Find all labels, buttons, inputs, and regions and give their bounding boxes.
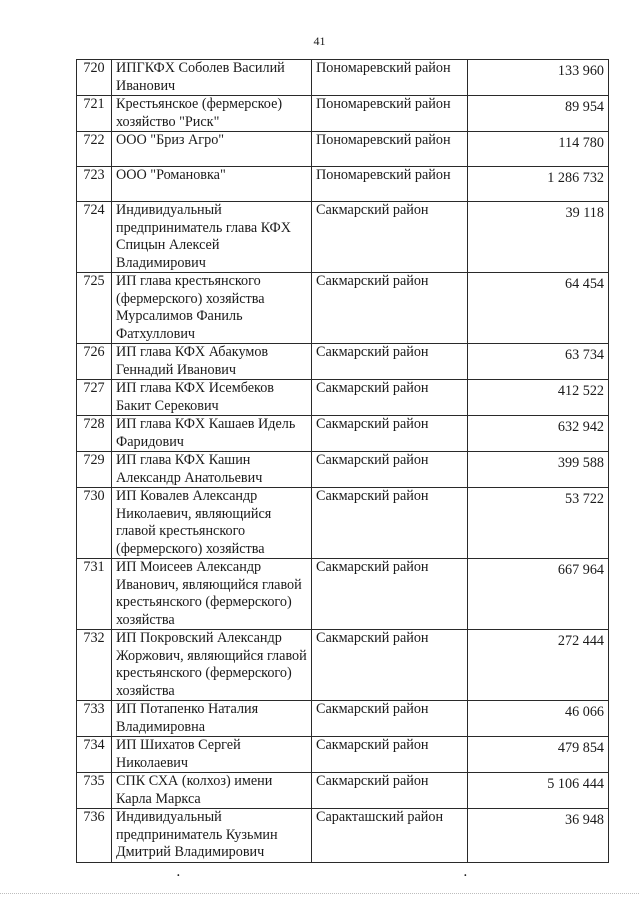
organization-name-cell: ИПГКФХ Соболев Василий Иванович: [112, 60, 312, 96]
district-cell: Сакмарский район: [312, 630, 468, 701]
row-number-cell: 722: [77, 132, 112, 167]
row-number-cell: 720: [77, 60, 112, 96]
district-cell: Сакмарский район: [312, 559, 468, 630]
district-cell: Сакмарский район: [312, 701, 468, 737]
table-row: [77, 60, 609, 96]
organization-name-cell: Индивидуальный предприниматель глава КФХ Спицын Алексей Владимирович: [112, 202, 312, 273]
district-cell: Пономаревский район: [312, 167, 468, 202]
amount-cell: [468, 60, 609, 96]
row-number-cell: 731: [77, 559, 112, 630]
page-number: 41: [313, 34, 326, 48]
amount-cell: [468, 380, 609, 416]
organization-name-cell: ИП Моисеев Александр Иванович, являющийся главой крестьянского (фермерского) хозяйства: [112, 559, 312, 630]
amount-cell: [468, 488, 609, 559]
amount-cell: [468, 452, 609, 488]
amount-cell: [468, 809, 609, 863]
amount-cell: [468, 132, 609, 167]
amount-value: 1 286 732: [547, 170, 604, 186]
amount-value: 412 522: [557, 383, 604, 399]
row-number-cell: 736: [77, 809, 112, 863]
organization-name-cell: Крестьянское (фермерское) хозяйство "Риск": [112, 96, 312, 132]
amount-cell: [468, 416, 609, 452]
amount-cell: [468, 344, 609, 380]
amount-cell: [468, 202, 609, 273]
amount-value: 133 960: [557, 63, 604, 79]
table-row: [77, 96, 609, 132]
organization-name-cell: ООО "Бриз Агро": [112, 132, 312, 167]
table-row: [77, 167, 609, 202]
row-number-cell: 732: [77, 630, 112, 701]
table-row: [77, 416, 609, 452]
organization-name-cell: Индивидуальный предприниматель Кузьмин Дмитрий Владимирович: [112, 809, 312, 863]
row-number-cell: 727: [77, 380, 112, 416]
row-number-cell: 729: [77, 452, 112, 488]
scan-speck: ․: [463, 865, 468, 880]
district-cell: Пономаревский район: [312, 96, 468, 132]
row-number-cell: 733: [77, 701, 112, 737]
table-row: [77, 452, 609, 488]
table-row: [77, 488, 609, 559]
amount-cell: [468, 273, 609, 344]
table-row: [77, 630, 609, 701]
district-cell: Сакмарский район: [312, 416, 468, 452]
amount-value: 5 106 444: [547, 776, 604, 792]
district-cell: Сакмарский район: [312, 773, 468, 809]
row-number-cell: 728: [77, 416, 112, 452]
table-row: [77, 380, 609, 416]
amount-value: 63 734: [564, 347, 604, 363]
district-cell: Саракташский район: [312, 809, 468, 863]
row-number-cell: 726: [77, 344, 112, 380]
row-number-cell: 721: [77, 96, 112, 132]
row-number-cell: 734: [77, 737, 112, 773]
table-row: [77, 737, 609, 773]
row-number-cell: 723: [77, 167, 112, 202]
district-cell: Сакмарский район: [312, 452, 468, 488]
table-row: [77, 701, 609, 737]
amount-value: 114 780: [558, 135, 604, 151]
organization-name-cell: ИП глава КФХ Кашин Александр Анатольевич: [112, 452, 312, 488]
district-cell: Сакмарский район: [312, 273, 468, 344]
amount-value: 479 854: [557, 740, 604, 756]
organization-name-cell: ИП Ковалев Александр Николаевич, являющийся главой крестьянского (фермерского) хозяйства: [112, 488, 312, 559]
district-cell: Сакмарский район: [312, 344, 468, 380]
row-number-cell: 735: [77, 773, 112, 809]
page-bottom-edge: [0, 893, 639, 894]
amount-value: 632 942: [557, 419, 604, 435]
amount-cell: [468, 559, 609, 630]
table-row: [77, 773, 609, 809]
amount-cell: [468, 167, 609, 202]
table-row: [77, 202, 609, 273]
amount-value: 46 066: [564, 704, 604, 720]
row-number-cell: 725: [77, 273, 112, 344]
district-cell: Сакмарский район: [312, 380, 468, 416]
table-row: [77, 559, 609, 630]
amount-cell: [468, 773, 609, 809]
amount-cell: [468, 96, 609, 132]
row-number-cell: 724: [77, 202, 112, 273]
amount-value: 667 964: [557, 562, 604, 578]
district-cell: Сакмарский район: [312, 202, 468, 273]
amount-value: 89 954: [564, 99, 604, 115]
amount-value: 36 948: [564, 812, 604, 828]
organization-name-cell: ИП глава КФХ Кашаев Идель Фаридович: [112, 416, 312, 452]
table-row: [77, 132, 609, 167]
amount-cell: [468, 701, 609, 737]
table-row: [77, 273, 609, 344]
organization-name-cell: ИП глава КФХ Исембеков Бакит Серекович: [112, 380, 312, 416]
amount-value: 64 454: [564, 276, 604, 292]
organization-name-cell: СПК СХА (колхоз) имени Карла Маркса: [112, 773, 312, 809]
amount-value: 272 444: [557, 633, 604, 649]
organization-name-cell: ИП Шихатов Сергей Николаевич: [112, 737, 312, 773]
district-cell: Пономаревский район: [312, 60, 468, 96]
table-row: [77, 344, 609, 380]
district-cell: Сакмарский район: [312, 737, 468, 773]
registry-table: [76, 59, 609, 863]
district-cell: Сакмарский район: [312, 488, 468, 559]
organization-name-cell: ИП глава крестьянского (фермерского) хозяйства Мурсалимов Фаниль Фатхуллович: [112, 273, 312, 344]
row-number-cell: 730: [77, 488, 112, 559]
organization-name-cell: ООО "Романовка": [112, 167, 312, 202]
table-row: [77, 809, 609, 863]
organization-name-cell: ИП глава КФХ Абакумов Геннадий Иванович: [112, 344, 312, 380]
district-cell: Пономаревский район: [312, 132, 468, 167]
amount-value: 399 588: [557, 455, 604, 471]
amount-value: 53 722: [564, 491, 604, 507]
amount-cell: [468, 737, 609, 773]
organization-name-cell: ИП Покровский Александр Жоржович, являющийся главой крестьянского (фермерского) хозяйства: [112, 630, 312, 701]
organization-name-cell: ИП Потапенко Наталия Владимировна: [112, 701, 312, 737]
scan-speck: ․: [176, 865, 181, 880]
amount-cell: [468, 630, 609, 701]
amount-value: 39 118: [565, 205, 604, 221]
